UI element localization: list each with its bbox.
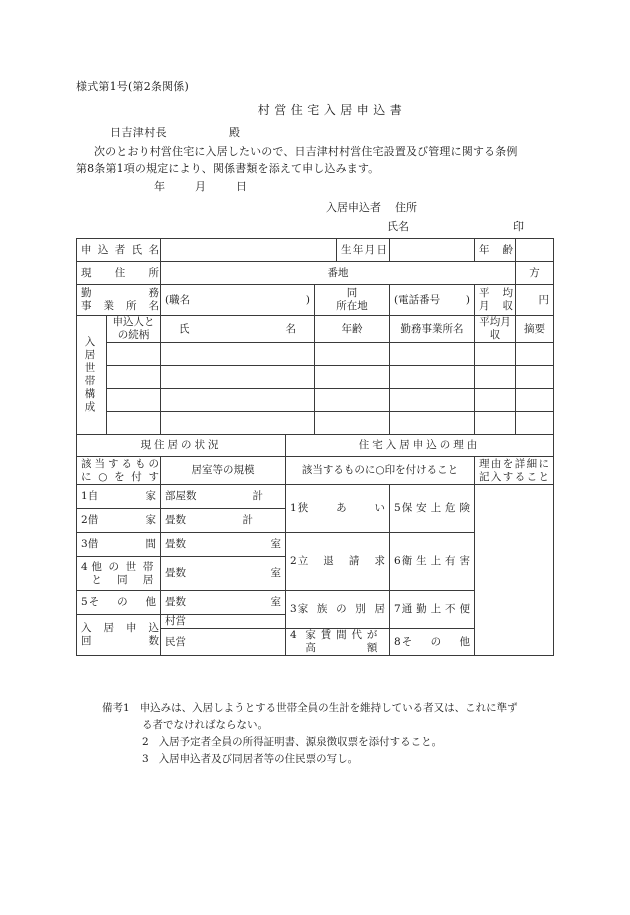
cell-label-kata: 方 [516,262,554,285]
cell-name[interactable] [161,389,315,412]
cell-label-yen: 円 [516,285,554,316]
cell-scale-1[interactable]: 部屋数 計 [161,485,286,509]
cell-instruction-circle-right: 該当するものに○印を付けること [286,457,475,485]
cell-relation[interactable] [107,412,161,435]
cell-housing-type-4[interactable]: 4 他の世帯 と同居 [77,557,161,591]
cell-label-applicant-name: 申込者氏名 [77,239,161,262]
cell-age[interactable] [315,389,390,412]
cell-value-job-title[interactable] [161,285,315,316]
table-row [77,412,554,435]
cell-housing-type-2[interactable]: 2借 家 [77,509,161,533]
date-entry-line [154,178,247,194]
cell-label-avg-income: 平均 月収 [475,285,516,316]
cell-col-relation: 申込人と の続柄 [107,316,161,343]
cell-income[interactable] [475,412,516,435]
applicant-name-row [326,217,524,236]
cell-value-birthdate[interactable] [390,239,475,262]
cell-value-age[interactable] [516,239,554,262]
phone-placeholder: (電話番号 [394,293,441,306]
remarks-item-2-number: 2 [142,736,149,748]
cell-reason-3[interactable]: 3 家族の別居 [286,591,390,629]
cell-name[interactable] [161,343,315,366]
remarks-section [76,700,576,768]
cell-col-workplace: 勤務事業所名 [390,316,475,343]
cell-label-apply-count: 入居申込 回数 [77,615,161,656]
application-form-table [76,238,554,656]
addressee-honorific: 殿 [229,126,241,139]
cell-label-work-address: 同 所在地 [315,285,390,316]
cell-workplace[interactable] [390,389,475,412]
phone-paren-close: ) [465,293,470,306]
table-row [77,366,554,389]
date-month-label: 月 [195,180,206,193]
cell-col-age: 年齢 [315,316,390,343]
cell-reason-detail-entry[interactable] [475,485,554,656]
cell-workplace[interactable] [390,412,475,435]
addressee-line [110,124,240,140]
cell-housing-type-5[interactable]: 5 そ の 他 [77,591,161,615]
cell-label-household-composition: 入居 世帯 構成 [77,316,107,435]
applicant-label: 入居申込者 [326,201,381,214]
cell-label-age: 年齢 [475,239,516,262]
cell-label-room-scale: 居室等の規模 [161,457,286,485]
cell-col-remarks: 摘要 [516,316,554,343]
cell-label-workplace: 勤務 事業所名 [77,285,161,316]
cell-reason-8[interactable]: 8 そ の 他 [390,629,475,656]
cell-relation[interactable] [107,366,161,389]
cell-remarks[interactable] [516,389,554,412]
date-year-label: 年 [154,180,165,193]
job-title-placeholder: (職名 [165,293,191,306]
cell-reason-6[interactable]: 6 衛生上有害 [390,533,475,591]
cell-section-title-reason: 住宅入居申込の理由 [286,435,554,457]
cell-reason-7[interactable]: 7 通勤上不便 [390,591,475,629]
table-row-workplace [77,285,554,316]
cell-value-applicant-name[interactable] [161,239,337,262]
cell-income[interactable] [475,389,516,412]
banchi-label: 番地 [327,266,349,279]
addressee-name: 日吉津村長 [110,126,167,139]
cell-income[interactable] [475,343,516,366]
name-label: 氏名 [387,220,409,233]
cell-section-title-current-housing: 現住居の状況 [77,435,286,457]
cell-scale-5[interactable]: 畳数 室 [161,591,286,615]
date-day-label: 日 [236,180,247,193]
cell-instruction-detail: 理由を詳細に 記入すること [475,457,554,485]
table-row-household-header [77,316,554,343]
table-row-lower-titles [77,435,554,457]
seal-label: 印 [513,220,524,233]
applicant-signature-block [326,198,524,236]
table-row-applicant-name [77,239,554,262]
remarks-item-3-number: 3 [142,753,149,765]
remarks-item-2: 2 入居予定者全員の所得証明書、源泉徴収票を添付すること。 [76,734,576,751]
cell-housing-type-1[interactable]: 1自 家 [77,485,161,509]
cell-scale-3[interactable]: 畳数 室 [161,533,286,557]
cell-reason-1[interactable]: 1 狭あい [286,485,390,533]
cell-housing-type-3[interactable]: 3借 間 [77,533,161,557]
remarks-item-1-number: 1 [123,702,130,714]
cell-reason-5[interactable]: 5 保安上危険 [390,485,475,533]
intro-paragraph [76,143,556,177]
cell-label-birthdate: 生年月日 [337,239,390,262]
cell-remarks[interactable] [516,412,554,435]
cell-remarks[interactable] [516,366,554,389]
cell-scale-4[interactable]: 畳数 室 [161,557,286,591]
cell-age[interactable] [315,366,390,389]
cell-workplace[interactable] [390,366,475,389]
cell-name[interactable] [161,412,315,435]
remarks-item-1-line-1: 備考1 申込みは、入居しようとする世帯全員の生計を維持している者又は、これに準ず [76,700,576,717]
cell-value-phone[interactable] [390,285,475,316]
cell-age[interactable] [315,343,390,366]
cell-scale-2[interactable]: 畳数 計 [161,509,286,533]
cell-apply-count-village[interactable]: 村営 [161,615,286,629]
table-row-current-address [77,262,554,285]
cell-reason-4[interactable]: 4 家賃間代が 高額 [286,629,390,656]
cell-label-current-address: 現住所 [77,262,161,285]
cell-instruction-circle-left: 該当するもの に○を付す [77,457,161,485]
form-code: 様式第1号(第2条関係) [76,80,189,93]
remarks-label: 備考 [102,702,123,714]
table-row-lower-instructions [77,457,554,485]
table-row [77,389,554,412]
cell-apply-count-private[interactable]: 民営 [161,629,286,656]
cell-col-name: 氏 名 [161,316,315,343]
cell-age[interactable] [315,412,390,435]
table-row-housing-1 [77,485,554,509]
intro-line-2: 第8条第1項の規定により、関係書類を添えて申し込みます。 [76,162,380,175]
cell-relation[interactable] [107,389,161,412]
address-label: 住所 [395,201,417,214]
intro-line-1: 次のとおり村営住宅に入居したいので、日吉津村村営住宅設置及び管理に関する条例 [94,145,518,158]
table-row [77,343,554,366]
job-title-paren-close: ) [305,293,310,306]
cell-income[interactable] [475,366,516,389]
cell-remarks[interactable] [516,343,554,366]
cell-name[interactable] [161,366,315,389]
applicant-address-row [326,198,524,217]
cell-col-income: 平均月収 [475,316,516,343]
document-title: 村営住宅入居申込書 [257,103,407,117]
remarks-item-1-line-2: る者でなければならない。 [142,719,268,731]
cell-value-current-address[interactable] [161,262,516,285]
cell-workplace[interactable] [390,343,475,366]
remarks-item-3: 3 入居申込者及び同居者等の住民票の写し。 [76,751,576,768]
cell-reason-2[interactable]: 2 立退請求 [286,533,390,591]
cell-relation[interactable] [107,343,161,366]
